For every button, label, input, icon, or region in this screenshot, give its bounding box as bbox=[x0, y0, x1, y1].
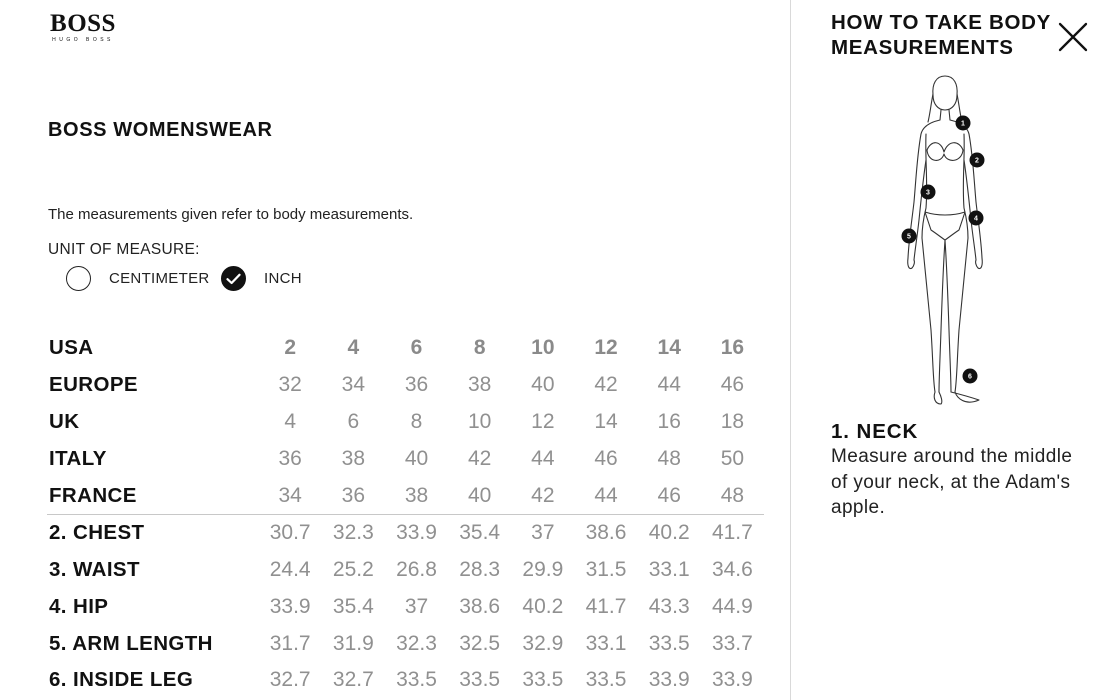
centimeter-radio[interactable] bbox=[66, 266, 210, 291]
inch-radio[interactable] bbox=[221, 266, 302, 291]
size-cell: 38 bbox=[468, 373, 492, 397]
size-row bbox=[47, 404, 764, 441]
size-cell: 43.3 bbox=[648, 594, 690, 618]
size-chart-table bbox=[47, 330, 764, 699]
size-cell: 36 bbox=[278, 447, 302, 471]
size-cell: 46 bbox=[594, 447, 618, 471]
marker-3: 3 bbox=[926, 189, 930, 197]
size-row bbox=[47, 478, 764, 515]
size-cell: 30.7 bbox=[259, 514, 322, 551]
size-cell: 40 bbox=[404, 447, 429, 471]
size-cell: 4 bbox=[284, 410, 296, 434]
size-cell: 44 bbox=[657, 373, 681, 397]
size-cell: 33.1 bbox=[585, 631, 627, 655]
size-row bbox=[47, 441, 764, 478]
size-cell: 6 bbox=[410, 336, 423, 360]
size-cell: 35.4 bbox=[332, 594, 374, 618]
size-cell: 4 bbox=[347, 336, 360, 360]
size-cell: 29.9 bbox=[522, 557, 564, 581]
row-label: 5. ARM LENGTH bbox=[49, 631, 213, 655]
row-label: 4. HIP bbox=[49, 594, 109, 618]
size-cell: 33.9 bbox=[648, 668, 690, 692]
size-cell: 10 bbox=[468, 410, 492, 434]
size-cell: 33.9 bbox=[711, 668, 753, 692]
size-cell: 33.9 bbox=[385, 514, 448, 551]
size-cell: 8 bbox=[410, 410, 423, 434]
row-label: 3. WAIST bbox=[49, 557, 140, 581]
size-cell: 42 bbox=[594, 373, 618, 397]
row-label: 2. CHEST bbox=[47, 514, 259, 551]
marker-6: 6 bbox=[968, 373, 972, 381]
size-cell: 42 bbox=[468, 447, 492, 471]
marker-4: 4 bbox=[974, 215, 978, 223]
size-row bbox=[47, 514, 764, 551]
size-cell: 42 bbox=[531, 483, 555, 507]
size-cell: 16 bbox=[657, 410, 681, 434]
size-cell: 37 bbox=[404, 594, 429, 618]
size-cell: 50 bbox=[720, 447, 745, 471]
size-cell: 18 bbox=[720, 410, 745, 434]
size-cell: 32.5 bbox=[459, 631, 501, 655]
size-row bbox=[47, 551, 764, 588]
size-cell: 14 bbox=[594, 410, 618, 434]
size-cell: 33.5 bbox=[648, 631, 690, 655]
size-row bbox=[47, 662, 764, 699]
size-cell: 33.9 bbox=[269, 594, 311, 618]
size-cell: 32.3 bbox=[396, 631, 437, 655]
size-cell: 24.4 bbox=[269, 557, 311, 581]
marker-5: 5 bbox=[907, 233, 911, 241]
row-label: UK bbox=[49, 410, 80, 434]
checkmark-icon bbox=[226, 273, 241, 285]
row-label: ITALY bbox=[49, 447, 107, 471]
size-cell: 33.5 bbox=[459, 668, 501, 692]
row-label: USA bbox=[49, 336, 94, 360]
size-row bbox=[47, 588, 764, 625]
logo-subtitle: HUGO BOSS bbox=[52, 37, 114, 43]
size-cell: 48 bbox=[720, 483, 745, 507]
step-title: 1. NECK bbox=[831, 420, 919, 443]
marker-2: 2 bbox=[975, 157, 979, 165]
row-label: FRANCE bbox=[49, 483, 137, 507]
size-cell: 44.9 bbox=[711, 594, 753, 618]
size-cell: 33.5 bbox=[396, 668, 437, 692]
size-cell: 12 bbox=[531, 410, 555, 434]
inch-radio-circle[interactable] bbox=[221, 266, 246, 291]
panel-title: HOW TO TAKE BODY MEASUREMENTS bbox=[831, 11, 1051, 59]
size-cell: 25.2 bbox=[332, 557, 374, 581]
size-row bbox=[47, 367, 764, 404]
size-cell: 12 bbox=[594, 336, 618, 360]
close-button[interactable] bbox=[1056, 20, 1090, 54]
size-cell: 31.9 bbox=[332, 631, 374, 655]
size-cell: 38 bbox=[341, 447, 366, 471]
size-cell: 6 bbox=[347, 410, 360, 434]
size-cell: 40 bbox=[531, 373, 555, 397]
size-cell: 33.7 bbox=[711, 631, 753, 655]
size-cell: 10 bbox=[531, 336, 555, 360]
size-cell: 35.4 bbox=[448, 514, 511, 551]
size-cell: 33.1 bbox=[648, 557, 690, 581]
inch-radio-label: INCH bbox=[264, 270, 302, 287]
size-cell: 32.3 bbox=[322, 514, 385, 551]
size-cell: 34 bbox=[278, 483, 302, 507]
size-cell: 40.2 bbox=[638, 514, 701, 551]
brand-logo bbox=[47, 12, 119, 43]
size-cell: 44 bbox=[531, 447, 555, 471]
size-row bbox=[47, 625, 764, 662]
centimeter-radio-circle[interactable] bbox=[66, 266, 91, 291]
size-cell: 41.7 bbox=[585, 594, 627, 618]
size-cell: 46 bbox=[657, 483, 681, 507]
size-cell: 16 bbox=[720, 336, 745, 360]
size-cell: 32 bbox=[278, 373, 302, 397]
size-cell: 34 bbox=[341, 373, 366, 397]
size-cell: 40.2 bbox=[522, 594, 564, 618]
size-cell: 31.7 bbox=[269, 631, 311, 655]
size-cell: 32.7 bbox=[332, 668, 374, 692]
size-row bbox=[47, 330, 764, 367]
size-cell: 31.5 bbox=[585, 557, 627, 581]
size-cell: 2 bbox=[284, 336, 296, 360]
size-cell: 32.7 bbox=[269, 668, 311, 692]
size-cell: 32.9 bbox=[522, 631, 564, 655]
size-cell: 44 bbox=[594, 483, 618, 507]
size-cell: 33.5 bbox=[522, 668, 564, 692]
size-cell: 8 bbox=[473, 336, 486, 360]
page-title: BOSS WOMENSWEAR bbox=[48, 119, 273, 141]
row-label: EUROPE bbox=[49, 373, 138, 397]
unit-of-measure-label: UNIT OF MEASURE: bbox=[48, 241, 200, 258]
size-cell: 36 bbox=[404, 373, 429, 397]
centimeter-radio-label: CENTIMETER bbox=[109, 270, 210, 287]
size-chart-body bbox=[47, 330, 764, 699]
size-cell: 26.8 bbox=[396, 557, 437, 581]
panel-divider bbox=[790, 0, 791, 700]
size-cell: 38.6 bbox=[574, 514, 637, 551]
marker-1: 1 bbox=[961, 120, 965, 128]
close-icon[interactable] bbox=[1056, 20, 1090, 54]
size-cell: 38 bbox=[404, 483, 429, 507]
size-cell: 37 bbox=[511, 514, 574, 551]
row-label: 6. INSIDE LEG bbox=[49, 668, 194, 692]
size-cell: 40 bbox=[468, 483, 492, 507]
size-cell: 41.7 bbox=[701, 514, 764, 551]
size-cell: 46 bbox=[720, 373, 745, 397]
size-cell: 38.6 bbox=[459, 594, 501, 618]
size-cell: 33.5 bbox=[585, 668, 627, 692]
body-figure-illustration bbox=[895, 70, 995, 410]
logo-wordmark: BOSS bbox=[50, 10, 116, 37]
size-cell: 28.3 bbox=[459, 557, 501, 581]
size-cell: 36 bbox=[341, 483, 366, 507]
step-description: Measure around the middle of your neck, at the Adam's apple. bbox=[831, 446, 1073, 518]
measurement-note: The measurements given refer to body measurements. bbox=[48, 206, 414, 223]
size-cell: 34.6 bbox=[711, 557, 753, 581]
size-cell: 14 bbox=[657, 336, 681, 360]
size-cell: 48 bbox=[657, 447, 681, 471]
